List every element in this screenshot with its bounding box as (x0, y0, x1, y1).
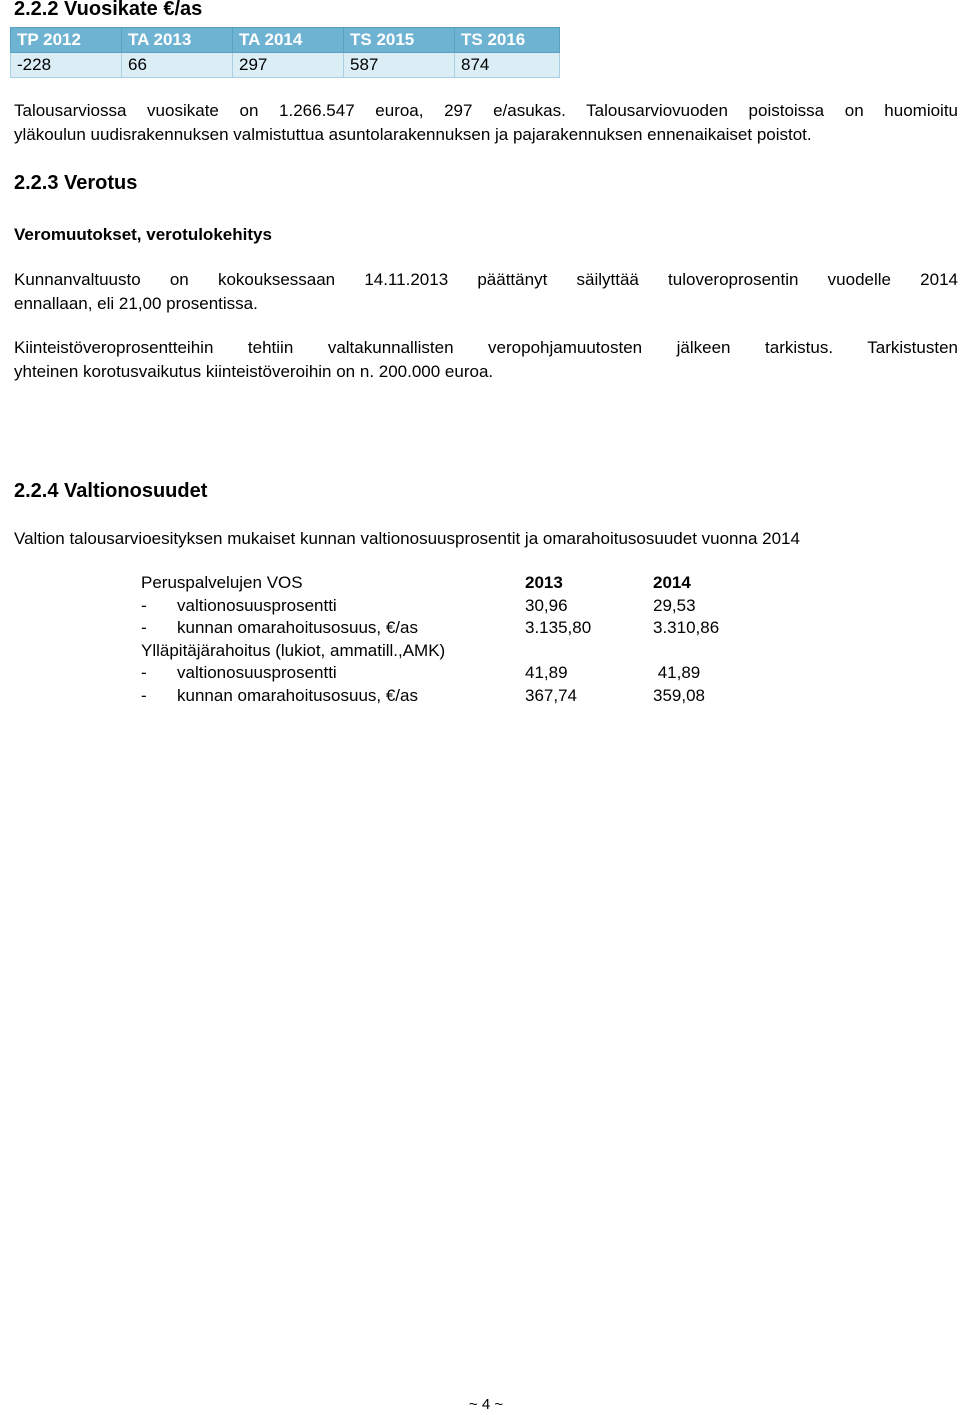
section-heading-valtionosuudet: 2.2.4 Valtionosuudet (14, 480, 208, 502)
vos-table (141, 572, 773, 708)
vos-header-label: Peruspalvelujen VOS (141, 573, 303, 592)
row-label: valtionosuusprosentti (177, 663, 337, 683)
row-dash: - (141, 618, 147, 638)
verotus-paragraph-1 (14, 268, 958, 316)
table-row (141, 685, 773, 708)
section-heading-verotus: 2.2.3 Verotus (14, 172, 138, 194)
table-header-cell: TA 2014 (233, 28, 344, 53)
row-value-2013: 367,74 (525, 685, 577, 705)
row-value-2013: 30,96 (525, 595, 568, 615)
row-label: Ylläpitäjärahoitus (lukiot, ammatill.,AMK) (141, 640, 446, 660)
table-header-cell: TA 2013 (122, 28, 233, 53)
row-value-2014: 359,08 (653, 685, 705, 705)
table-row (141, 595, 773, 618)
table-header-row (11, 28, 560, 53)
paragraph-line: ennallaan, eli 21,00 prosentissa. (14, 294, 258, 313)
page-number: ~ 4 ~ (468, 1396, 504, 1413)
vos-header-row (141, 572, 773, 595)
row-value-2014 (653, 640, 773, 663)
table-cell: 66 (122, 53, 233, 78)
row-dash: - (141, 663, 147, 683)
paragraph-line: Kunnanvaltuusto on kokouksessaan 14.11.2013 päättänyt säilyttää tuloveroprosentin vuodelle 2014 (14, 270, 958, 289)
table-row (141, 662, 773, 685)
table-cell: 587 (344, 53, 455, 78)
subheading-veromuutokset: Veromuutokset, verotulokehitys (14, 225, 272, 244)
vuosikate-paragraph (14, 99, 958, 147)
row-value-2014: 3.310,86 (653, 618, 720, 638)
paragraph-line: yhteinen korotusvaikutus kiinteistöveroihin on n. 200.000 euroa. (14, 362, 494, 381)
row-value-2014: 29,53 (653, 595, 696, 615)
paragraph-line: Kiinteistöveroprosentteihin tehtiin valtakunnallisten veropohjamuutosten jälkeen tarkistus. Tarkistusten (14, 338, 958, 357)
row-label: valtionosuusprosentti (177, 595, 337, 615)
table-row (141, 617, 773, 640)
row-label: kunnan omarahoitusosuus, €/as (177, 685, 418, 705)
paragraph-line: Talousarviossa vuosikate on 1.266.547 euroa, 297 e/asukas. Talousarviovuoden poistoissa on huomioitu (14, 101, 958, 120)
row-label: kunnan omarahoitusosuus, €/as (177, 618, 418, 638)
vuosikate-table (10, 27, 560, 78)
verotus-paragraph-2 (14, 336, 958, 384)
vos-header-2013: 2013 (525, 573, 563, 592)
table-cell: 297 (233, 53, 344, 78)
section-heading-vuosikate: 2.2.2 Vuosikate €/as (14, 0, 203, 20)
row-value-2013: 3.135,80 (525, 618, 592, 638)
valtionosuudet-intro: Valtion talousarvioesityksen mukaiset kunnan valtionosuusprosentit ja omarahoitusosuudet vuonna 2014 (14, 529, 800, 548)
row-value-2014: 41,89 (653, 663, 701, 683)
table-row (141, 640, 773, 663)
row-dash: - (141, 685, 147, 705)
table-cell: -228 (11, 53, 122, 78)
vos-header-2014: 2014 (653, 573, 691, 592)
table-row (11, 53, 560, 78)
table-header-cell: TP 2012 (11, 28, 122, 53)
paragraph-line: yläkoulun uudisrakennuksen valmistuttua asuntolarakennuksen ja pajarakennuksen ennenaikaiset poistot. (14, 125, 812, 144)
row-value-2013 (525, 640, 653, 663)
row-dash: - (141, 595, 147, 615)
table-cell: 874 (455, 53, 560, 78)
table-header-cell: TS 2016 (455, 28, 560, 53)
row-value-2013: 41,89 (525, 663, 568, 683)
table-header-cell: TS 2015 (344, 28, 455, 53)
